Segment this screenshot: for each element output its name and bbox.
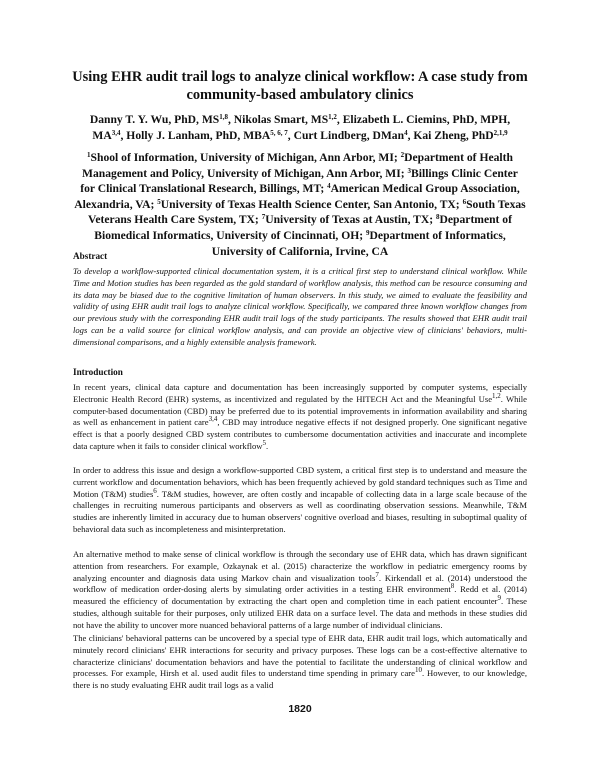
affiliation: $^5$University of Texas Health Science Center, San Antonio, TX; [157,197,460,211]
affiliation: $^7$University of Texas at Austin, TX; [261,213,434,227]
affiliation: $^8$Department of Biomedical Informatics, University of Cincinnati, OH; [94,213,512,242]
affiliation-list [74,150,526,259]
author: Elizabeth L. Ciemins, PhD, MPH, MA$^{3,4}$ [92,113,511,142]
affiliation: $^9$Department of Informatics, University of California, Irvine, CA [211,228,506,258]
affiliation: $^3$Billings Clinic Center for Clinical Translational Research, Billings, MT; [80,166,518,196]
author: Curt Lindberg, DMan$^4$ [293,128,408,142]
affiliation: $^1$Shool of Information, University of Michigan, Ann Arbor, MI; [87,151,398,164]
author: Nikolas Smart, MS$^{1,2}$ [233,113,337,126]
affiliation: $^4$American Medical Group Association, Alexandria, VA; [74,182,520,211]
paragraph-2: In order to address this issue and design a workflow-supported CBD system, a critical first step is to understand and measure the current workflow and documentation behaviors, which has been frequently achieved by gold standard techniques such as Time and Motion (T&M) studies$^6$. T&M studies, however, are often costly and incapable of collecting data in a large scale because of the challenges in recruiting numerous participants and observers as well as coordinating observation sessions. Meanwhile, T&M studies are inherently limited in accuracy due to human observers' cognitive overload and biases, resulting in suboptimal quality of behavioral data such as incompleteness and misinterpretation. [73,465,527,534]
page-number: 1820 [288,703,312,715]
abstract-heading: Abstract [73,251,108,261]
paragraph-1: In recent years, clinical data capture and documentation has been increasingly supported by computer systems, especially Electronic Health Record (EHR) systems, as incentivized and regulated by the HITECH Act and the Meaningful Use$^{1,2}$. While computer-based documentation (CBD) may be preferred due to its potential improvements in information availability and sharing as well as enhancement in patient care$^{3,4}$, CBD may introduce negative effects if not designed properly. One significant negative effect is that a poorly designed CBD system contributes to cumbersome documentation activities and inaccurate and incomplete data capture when it fails to consider clinical workflow$^5$. [73,382,527,451]
introduction-heading: Introduction [73,367,123,377]
affiliation: $^6$South Texas Veterans Health Care System, TX; [88,197,526,227]
abstract-text: To develop a workflow-supported clinical documentation system, it is a critical first step to understand clinical workflow. While Time and Motion studies has been regarded as the gold standard of workflow analysis, this method can be resource consuming and its data may be biased due to the cognitive limitation of human observers. In this study, we aimed to evaluate the feasibility and validity of using EHR audit trail logs to analyze clinical workflow. Specifically, we compared three known workflow changes from our previous study with the corresponding EHR audit trail logs of the study participants. The results showed that EHR audit trail logs can be a valid source for clinical workflow analysis, and can provide an objective view of clinicians' behaviors, multi-dimensional comparisons, and a highly extensible analysis framework. [73,266,527,347]
author-list: Danny T. Y. Wu, PhD, MS$^{1,8}$, Nikolas Smart, MS$^{1,2}$, Elizabeth L. Ciemins, PhD, MPH, MA$^{3,4}$, Holly J. Lanham, PhD, MBA$^{5, 6, 7}$, Curt Lindberg, DMan$^4$, Kai Zheng, PhD$^{2,1,9}$ [89,113,511,142]
author: Danny T. Y. Wu, PhD, MS$^{1,8}$ [89,113,228,126]
paper-title: Using EHR audit trail logs to analyze clinical workflow: A case study from community-based ambulatory clinics [72,69,528,103]
paragraph-4: The clinicians' behavioral patterns can be uncovered by a special type of EHR data, EHR audit trail logs, which automatically and minutely record clinicians' EHR interactions for security and privacy purposes. These logs can be a cost-effective alternative to characterize clinicians' documentation behaviors and have the potential to facilitate the understanding of clinical workflow and processes. For example, Hirsh et al. used audit files to understand time spending in primary care$^{10}$. However, to our knowledge, there is no study evaluating EHR audit trail logs as a valid [73,633,527,691]
paragraph-3: An alternative method to make sense of clinical workflow is through the secondary use of EHR data, which has drawn significant attention from researchers. For example, Ozkaynak et al. (2015) characterize the workflow in pediatric emergency rooms by analyzing encounter and diagnosis data using Markov chain and visualization tools$^7$. Kirkendall et al. (2014) understood the workflow of medication order-dosing alerts by simulating order activities in a testing EHR environment$^8$. Redd et al. (2014) measured the efficiency of documentation by extracting the chart open and completion time in each patient encounter$^9$. These studies, although suitable for their purposes, only utilized EHR data on a surface level. The data and methods in these studies did not have the ability to uncover more nuanced behavioral patterns of a large number of individual clinicians. [73,549,528,630]
author: Kai Zheng, PhD$^{2,1,9}$ [413,128,508,142]
affiliation: $^2$Department of Health Management and Policy, University of Michigan, Ann Arbor, MI; [82,151,513,180]
author: Holly J. Lanham, PhD, MBA$^{5, 6, 7}$ [126,128,288,142]
